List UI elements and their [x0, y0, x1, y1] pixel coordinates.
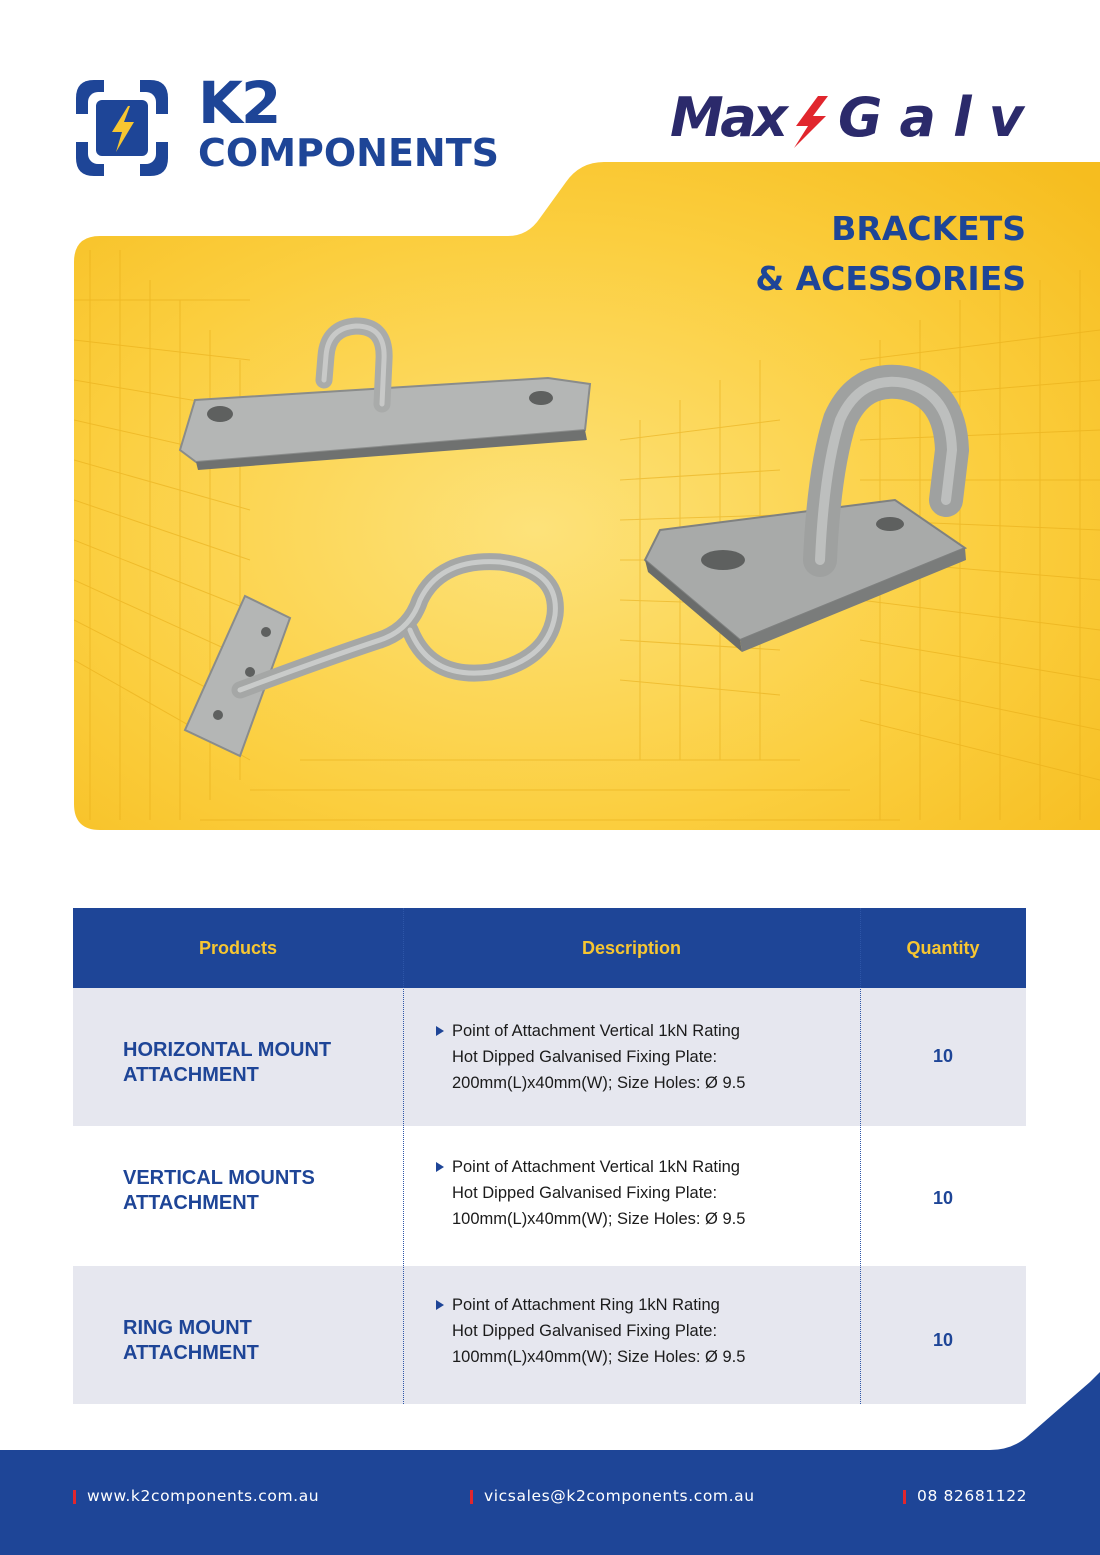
footer-marker — [470, 1490, 473, 1504]
k2-wordmark: K2 — [198, 69, 280, 137]
product-name — [123, 1316, 403, 1366]
product-quantity: 10 — [932, 1188, 954, 1208]
page-title-line1: BRACKETS — [831, 209, 1026, 248]
description-line1: Point of Attachment Ring 1kN Rating — [436, 1292, 866, 1318]
product-name-line1: VERTICAL MOUNTS — [123, 1167, 315, 1189]
lightning-bolt-icon — [74, 78, 170, 178]
maxgalv-bolt-icon — [794, 96, 828, 148]
product-name — [123, 1038, 403, 1088]
header-quantity: Quantity — [906, 938, 980, 958]
products-table — [73, 908, 1026, 1404]
k2-components-logo — [74, 69, 544, 188]
header-products: Products — [198, 938, 277, 958]
column-divider — [860, 908, 861, 1404]
product-quantity: 10 — [932, 1046, 954, 1066]
product-name-line2: ATTACHMENT — [123, 1342, 259, 1364]
maxgalv-logo — [668, 86, 1028, 150]
table-row — [73, 1126, 1026, 1266]
phone-link[interactable]: 08 82681122 — [917, 1487, 1028, 1505]
product-name-line1: HORIZONTAL MOUNT — [123, 1039, 332, 1061]
footer-marker — [903, 1490, 906, 1504]
footer-band — [0, 1370, 1100, 1555]
footer-website[interactable] — [73, 1487, 319, 1505]
description-line1: Point of Attachment Vertical 1kN Rating — [436, 1018, 866, 1044]
description-line3: 100mm(L)x40mm(W); Size Holes: Ø 9.5 — [452, 1210, 746, 1228]
product-description — [436, 1018, 866, 1096]
description-line3: 100mm(L)x40mm(W); Size Holes: Ø 9.5 — [452, 1348, 746, 1366]
product-name-line1: RING MOUNT — [123, 1317, 252, 1339]
page-title — [755, 204, 1026, 304]
footer-marker — [73, 1490, 76, 1504]
table-row — [73, 988, 1026, 1126]
page-title-line2: & ACESSORIES — [755, 259, 1026, 298]
maxgalv-text-galv: Galv — [838, 86, 1024, 149]
product-name — [123, 1166, 403, 1216]
product-name-line2: ATTACHMENT — [123, 1064, 259, 1086]
description-line1: Point of Attachment Vertical 1kN Rating — [436, 1154, 866, 1180]
footer-phone[interactable] — [903, 1487, 1027, 1505]
email-link[interactable]: vicsales@k2components.com.au — [484, 1487, 755, 1505]
product-description — [436, 1154, 866, 1232]
header-description: Description — [581, 938, 682, 958]
maxgalv-text-max: Max — [670, 86, 788, 149]
description-line2: Hot Dipped Galvanised Fixing Plate: — [452, 1184, 718, 1202]
components-wordmark: COMPONENTS — [198, 131, 500, 175]
footer-email[interactable] — [470, 1487, 755, 1505]
product-name-line2: ATTACHMENT — [123, 1192, 259, 1214]
description-line2: Hot Dipped Galvanised Fixing Plate: — [452, 1048, 718, 1066]
table-header — [73, 908, 1026, 988]
product-description — [436, 1292, 866, 1370]
product-quantity: 10 — [932, 1330, 954, 1350]
description-line2: Hot Dipped Galvanised Fixing Plate: — [452, 1322, 718, 1340]
description-line3: 200mm(L)x40mm(W); Size Holes: Ø 9.5 — [452, 1074, 746, 1092]
column-divider — [403, 908, 404, 1404]
website-link[interactable]: www.k2components.com.au — [87, 1487, 320, 1505]
